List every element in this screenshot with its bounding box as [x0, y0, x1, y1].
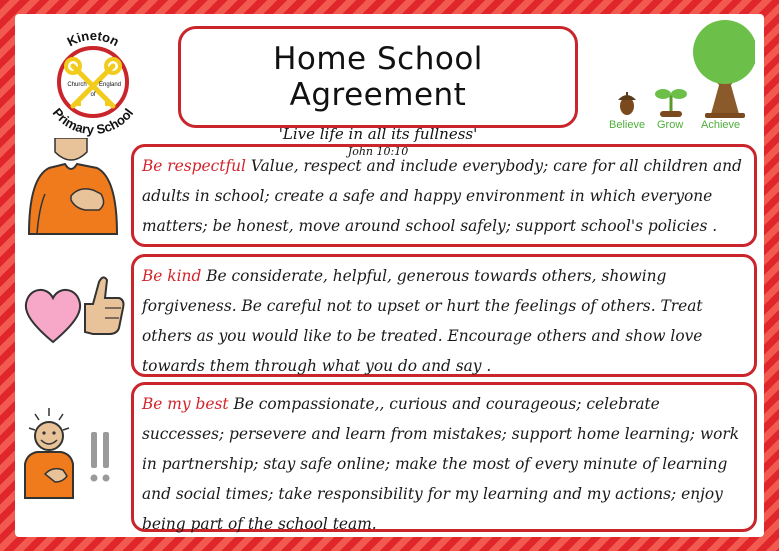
- growth-label-achieve: Achieve: [701, 119, 741, 131]
- growth-label-grow: Grow: [657, 119, 684, 131]
- motto-reference: John 10:10: [347, 145, 409, 158]
- respectful-pictogram: [19, 138, 129, 238]
- growth-stages-icon: [605, 18, 755, 118]
- logo-inner-england: England: [98, 82, 122, 88]
- logo-inner-church: Church: [67, 82, 87, 88]
- growth-graphic: [605, 18, 755, 133]
- kind-pictogram: [19, 258, 129, 358]
- value-box-kind: [131, 254, 757, 377]
- logo-inner-of: of: [90, 92, 96, 98]
- acorn-icon: [618, 92, 636, 115]
- growth-label-believe: Believe: [609, 119, 646, 131]
- value-heading-respectful: Be respectful: [142, 157, 246, 175]
- value-heading-my-best: Be my best: [142, 395, 229, 413]
- value-text-kind: Be considerate, helpful, generous towards others, showing forgiveness. Be careful not to upset or hurt the feelings of others. Treat others as you would like to be treated. Encourage others and show love towards them through what you do and say .: [142, 267, 703, 375]
- sapling-icon: [655, 89, 687, 117]
- proud-person-exclamation-icon: [19, 402, 129, 502]
- value-box-my-best: [131, 382, 757, 532]
- page-title: Home School Agreement: [273, 41, 483, 113]
- agreement-sheet: [15, 14, 764, 537]
- logo-bottom-text: Primary School: [49, 105, 137, 138]
- value-text-my-best: Be compassionate,, curious and courageous; celebrate successes; persevere and learn from mistakes; support home learning; work in partnership; stay safe online; make the most of every minute of learning and social times; take responsibility for my learning and my actions; enjoy being part of the school team.: [142, 395, 740, 533]
- title-panel: [178, 26, 578, 158]
- school-logo: [33, 22, 153, 142]
- value-box-respectful: [131, 144, 757, 247]
- my-best-pictogram: [19, 402, 129, 502]
- logo-top-text: Kineton: [64, 27, 122, 50]
- value-text-respectful: Value, respect and include everybody; care for all children and adults in school; create a safe and happy environment in which everyone matters; be honest, move around school safely; support school's policies .: [142, 157, 742, 235]
- school-motto: 'Live life in all its fullness': [278, 125, 478, 143]
- value-heading-kind: Be kind: [142, 267, 202, 285]
- heart-thumbs-up-icon: [19, 258, 129, 358]
- school-badge-icon: [33, 22, 153, 142]
- hand-on-heart-person-icon: [19, 138, 129, 238]
- tree-icon: [693, 20, 755, 118]
